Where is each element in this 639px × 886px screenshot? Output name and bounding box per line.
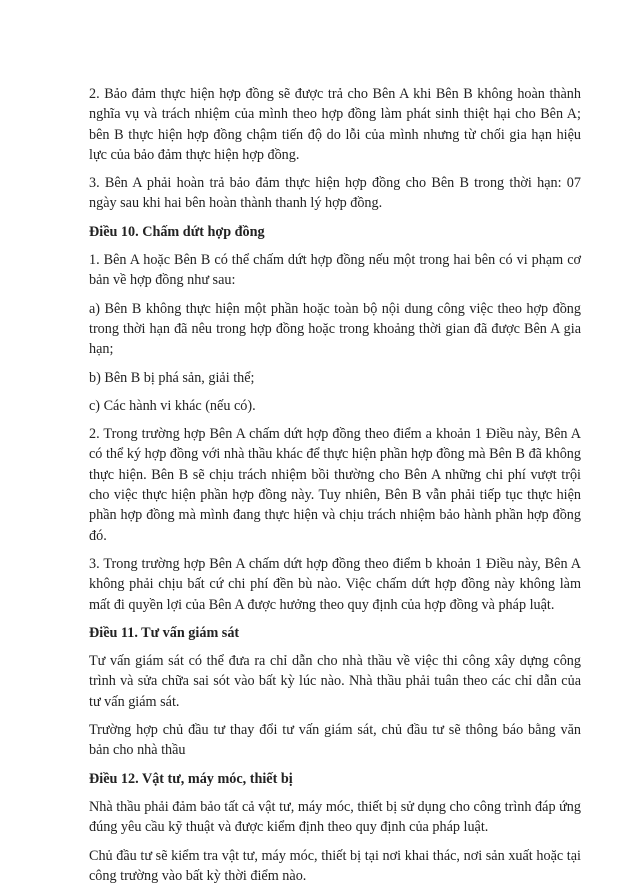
paragraph-3-hoan-tra: 3. Bên A phải hoàn trả bảo đảm thực hiện hợp đồng cho Bên B trong thời hạn: 07 ngày sau khi hai bên hoàn thành thanh lý hợp đồng.: [89, 173, 581, 214]
paragraph-11-2: Trường hợp chủ đầu tư thay đổi tư vấn giám sát, chủ đầu tư sẽ thông báo bằng văn bản cho nhà thầu: [89, 720, 581, 761]
paragraph-10-1b: b) Bên B bị phá sản, giải thể;: [89, 368, 581, 388]
heading-dieu-12: Điều 12. Vật tư, máy móc, thiết bị: [89, 769, 581, 789]
paragraph-10-1: 1. Bên A hoặc Bên B có thể chấm dứt hợp đồng nếu một trong hai bên có vi phạm cơ bản về hợp đồng như sau:: [89, 250, 581, 291]
paragraph-11-1: Tư vấn giám sát có thể đưa ra chỉ dẫn cho nhà thầu về việc thi công xây dựng công trình và sửa chữa sai sót vào bất kỳ lúc nào. Nhà thầu phải tuân theo các chỉ dẫn của tư vấn giám sát.: [89, 651, 581, 712]
paragraph-10-1a: a) Bên B không thực hiện một phần hoặc toàn bộ nội dung công việc theo hợp đồng trong thời hạn đã nêu trong hợp đồng hoặc trong khoảng thời gian đã được Bên A gia hạn;: [89, 299, 581, 360]
paragraph-10-3: 3. Trong trường hợp Bên A chấm dứt hợp đồng theo điểm b khoản 1 Điều này, Bên A không phải chịu bất cứ chi phí đền bù nào. Việc chấm dứt hợp đồng này không làm mất đi quyền lợi của Bên A được hưởng theo quy định của hợp đồng và pháp luật.: [89, 554, 581, 615]
heading-dieu-10: Điều 10. Chấm dứt hợp đồng: [89, 222, 581, 242]
paragraph-2-bao-dam: 2. Bảo đảm thực hiện hợp đồng sẽ được trả cho Bên A khi Bên B không hoàn thành nghĩa vụ và trách nhiệm của mình theo hợp đồng làm phát sinh thiệt hại cho Bên A; bên B thực hiện hợp đồng chậm tiến độ do lỗi của mình nhưng từ chối gia hạn hiệu lực của bảo đảm thực hiện hợp đồng.: [89, 84, 581, 165]
paragraph-12-1: Nhà thầu phải đảm bảo tất cả vật tư, máy móc, thiết bị sử dụng cho công trình đáp ứng đúng yêu cầu kỹ thuật và được kiểm định theo quy định của pháp luật.: [89, 797, 581, 838]
paragraph-10-2: 2. Trong trường hợp Bên A chấm dứt hợp đồng theo điểm a khoản 1 Điều này, Bên A có thể ký hợp đồng với nhà thầu khác để thực hiện phần hợp đồng mà Bên B đã không thực hiện. Bên B sẽ chịu trách nhiệm bồi thường cho Bên A những chi phí vượt trội cho việc thực hiện phần hợp đồng này. Tuy nhiên, Bên B vẫn phải tiếp tục thực hiện phần hợp đồng mà mình đang thực hiện và chịu trách nhiệm bảo hành phần hợp đồng đó.: [89, 424, 581, 546]
heading-dieu-11: Điều 11. Tư vấn giám sát: [89, 623, 581, 643]
paragraph-12-2: Chủ đầu tư sẽ kiểm tra vật tư, máy móc, thiết bị tại nơi khai thác, nơi sản xuất hoặc tại công trường vào bất kỳ thời điểm nào.: [89, 846, 581, 886]
paragraph-10-1c: c) Các hành vi khác (nếu có).: [89, 396, 581, 416]
